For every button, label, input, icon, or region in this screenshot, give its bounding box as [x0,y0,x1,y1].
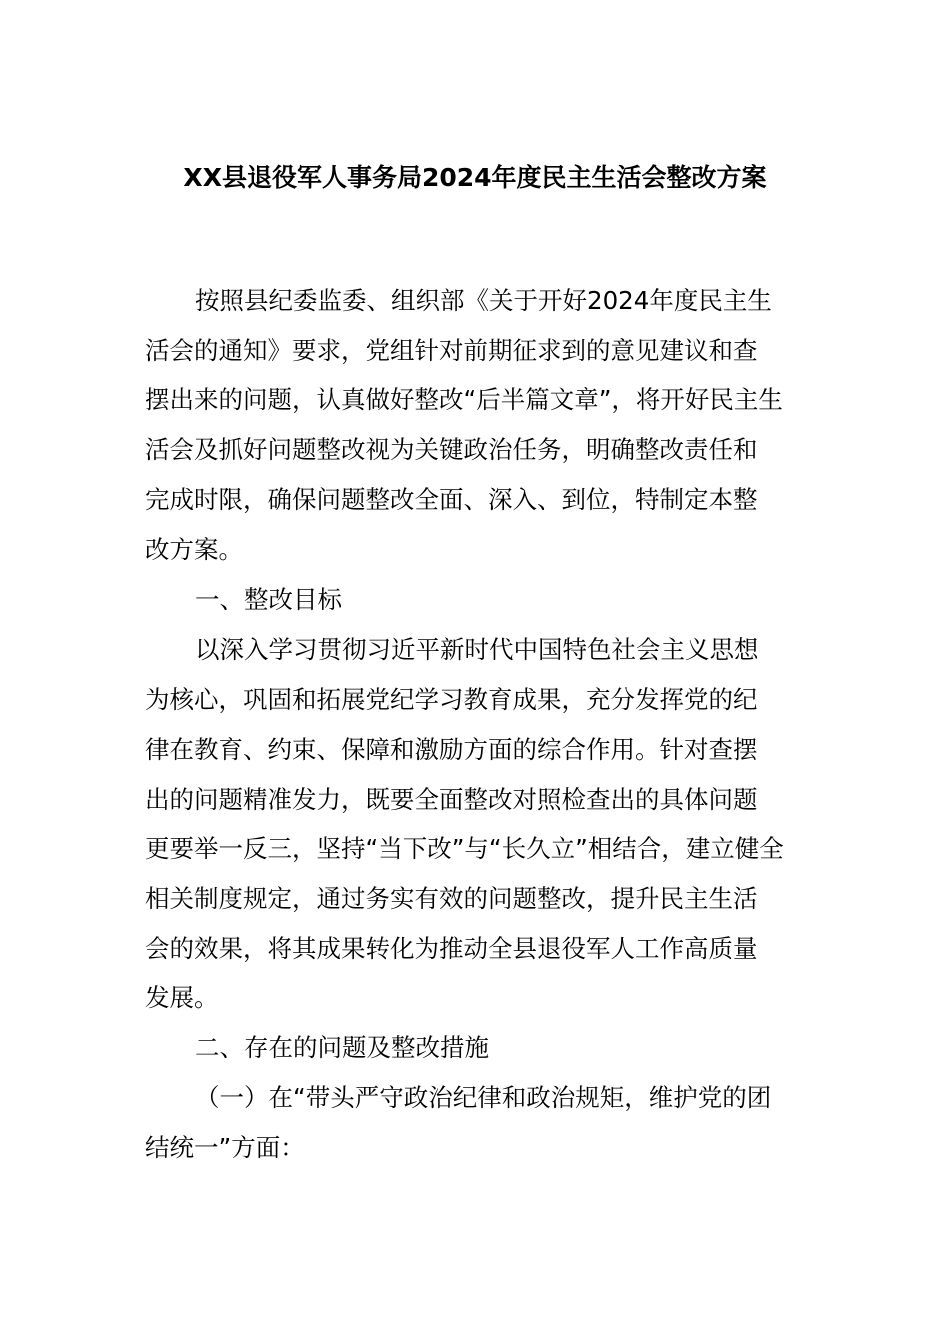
paragraph-line: 以深入学习贯彻习近平新时代中国特色社会主义思想 [195,635,759,664]
subsection-heading: （一）在“带头严守政治纪律和政治规矩，维护党的团 [195,1083,772,1112]
paragraph-line: 相关制度规定，通过务实有效的问题整改，提升民主生活 [145,884,758,913]
subsection-heading: 结统一”方面： [145,1133,305,1162]
paragraph-line: 活会的通知》要求，党组针对前期征求到的意见建议和查 [145,336,758,365]
section-heading: 二、存在的问题及整改措施 [195,1033,489,1062]
document-title: XX县退役军人事务局2024年度民主生活会整改方案 [183,163,767,192]
paragraph-line: 会的效果，将其成果转化为推动全县退役军人工作高质量 [145,934,758,963]
paragraph-line: 摆出来的问题，认真做好整改“后半篇文章”，将开好民主生 [145,385,783,414]
paragraph-line: 活会及抓好问题整改视为关键政治任务，明确整改责任和 [145,435,758,464]
paragraph-line: 出的问题精准发力，既要全面整改对照检查出的具体问题 [145,785,758,814]
paragraph-line: 按照县纪委监委、组织部《关于开好2024年度民主生 [195,286,772,315]
paragraph-line: 律在教育、约束、保障和激励方面的综合作用。针对查摆 [145,735,758,764]
section-heading: 一、整改目标 [195,585,342,614]
paragraph-line: 为核心，巩固和拓展党纪学习教育成果，充分发挥党的纪 [145,685,758,714]
paragraph-line: 发展。 [145,983,219,1012]
paragraph-line: 完成时限，确保问题整改全面、深入、到位，特制定本整 [145,485,758,514]
paragraph-line: 更要举一反三，坚持“当下改”与“长久立”相结合，建立健全 [145,834,784,863]
paragraph-line: 改方案。 [145,535,243,564]
